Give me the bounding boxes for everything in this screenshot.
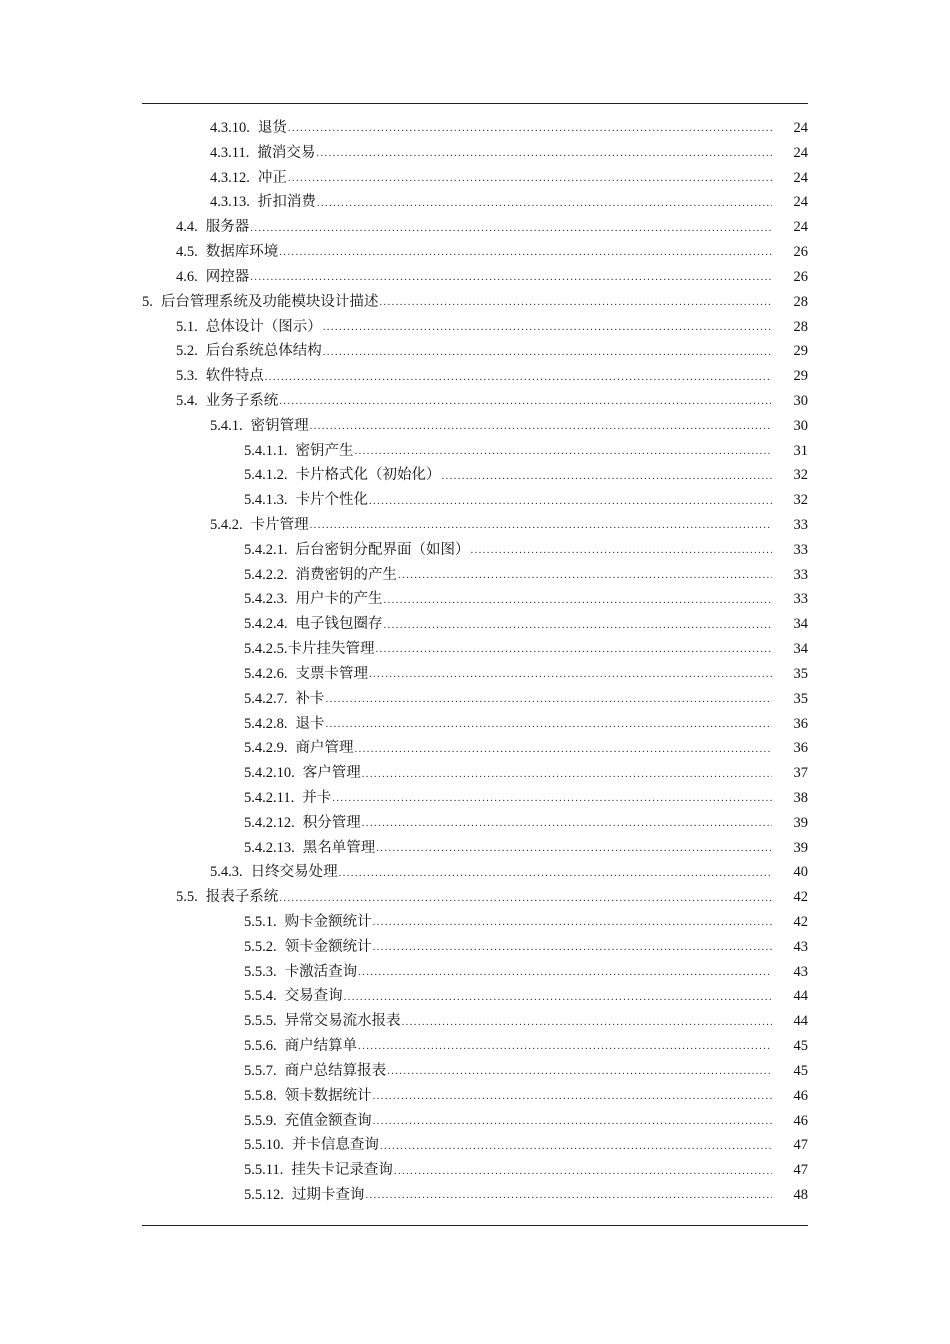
- toc-dot-leader: [288, 172, 772, 184]
- toc-entry-number: 4.4.: [176, 219, 198, 236]
- toc-entry-title: 密钥管理: [250, 417, 309, 434]
- toc-entry-title: 商户总结算报表: [284, 1062, 387, 1079]
- toc-entry-title: 挂失卡记录查询: [291, 1162, 393, 1179]
- toc-entry[interactable]: [142, 935, 808, 960]
- toc-entry[interactable]: [142, 662, 808, 687]
- toc-entry-page: 35: [793, 690, 808, 707]
- toc-entry-page: 33: [793, 541, 808, 558]
- toc-entry-title: 消费密钥的产生: [295, 566, 397, 583]
- toc-dot-leader: [394, 1165, 772, 1177]
- toc-entry[interactable]: [142, 885, 808, 910]
- toc-entry-page: 24: [793, 219, 808, 236]
- toc-entry[interactable]: [142, 488, 808, 513]
- toc-entry-number: 5.4.2.1.: [244, 541, 288, 558]
- toc-entry-title: 业务子系统: [205, 392, 279, 409]
- toc-entry[interactable]: [142, 1084, 808, 1109]
- toc-dot-leader: [471, 544, 773, 556]
- toc-entry-number: 5.5.2.: [244, 938, 277, 955]
- toc-entry-title: 充值金额查询: [284, 1112, 372, 1129]
- toc-dot-leader: [387, 1065, 772, 1077]
- toc-entry[interactable]: [142, 1034, 808, 1059]
- toc-entry[interactable]: [142, 836, 808, 861]
- toc-entry-number: 4.3.10.: [210, 120, 250, 136]
- toc-entry[interactable]: [142, 116, 808, 141]
- toc-entry-title: 交易查询: [284, 988, 343, 1005]
- toc-entry-title: 后台管理系统及功能模块设计描述: [160, 293, 379, 310]
- toc-entry-page: 26: [793, 244, 808, 261]
- toc-entry-title: 卡片格式化（初始化）: [295, 467, 441, 484]
- toc-dot-leader: [355, 445, 773, 457]
- toc-entry[interactable]: [142, 1109, 808, 1134]
- toc-dot-leader: [365, 1189, 772, 1201]
- toc-entry-title: 卡激活查询: [284, 963, 358, 980]
- toc-entry[interactable]: [142, 786, 808, 811]
- toc-dot-leader: [442, 470, 773, 482]
- toc-entry-number: 4.5.: [176, 244, 198, 261]
- toc-entry-number: 4.6.: [176, 268, 198, 285]
- table-of-contents: [142, 116, 808, 1208]
- toc-entry[interactable]: [142, 587, 808, 612]
- toc-dot-leader: [380, 1140, 772, 1152]
- toc-entry-number: 5.5.10.: [244, 1137, 284, 1154]
- toc-entry-number: 5.2.: [176, 343, 198, 360]
- toc-entry-title: 数据库环境: [205, 244, 279, 261]
- toc-entry-number: 4.3.12.: [210, 169, 250, 186]
- toc-dot-leader: [369, 668, 772, 680]
- toc-entry-page: 34: [793, 641, 808, 658]
- toc-entry-page: 39: [793, 814, 808, 831]
- toc-dot-leader: [310, 519, 772, 531]
- toc-entry[interactable]: [142, 860, 808, 885]
- toc-dot-leader: [279, 246, 772, 258]
- toc-entry-number: 5.3.: [176, 368, 198, 385]
- toc-entry[interactable]: [142, 712, 808, 737]
- toc-dot-leader: [332, 792, 772, 804]
- toc-entry-number: 5.4.2.: [210, 517, 243, 533]
- toc-entry-title: 并卡: [302, 789, 332, 806]
- toc-entry-title: 卡片个性化: [295, 492, 368, 509]
- toc-entry[interactable]: [142, 563, 808, 588]
- toc-entry[interactable]: [142, 215, 808, 240]
- toc-dot-leader: [384, 619, 773, 631]
- toc-dot-leader: [358, 1040, 772, 1052]
- toc-entry[interactable]: [142, 463, 808, 488]
- toc-entry-title: 退货: [257, 120, 287, 136]
- toc-entry-number: 5.4.3.: [210, 864, 243, 881]
- toc-dot-leader: [398, 569, 772, 581]
- toc-entry-number: 5.4.2.13.: [244, 839, 295, 856]
- toc-entry-title: 服务器: [205, 219, 250, 236]
- toc-dot-leader: [326, 718, 773, 730]
- toc-entry[interactable]: [142, 414, 808, 439]
- toc-entry-page: 26: [793, 268, 808, 285]
- toc-entry-title: 卡片挂失管理: [287, 641, 375, 658]
- toc-entry-number: 5.4.2.10.: [244, 765, 295, 782]
- toc-dot-leader: [250, 222, 772, 234]
- toc-entry[interactable]: [142, 364, 808, 389]
- toc-dot-leader: [373, 916, 772, 928]
- toc-entry-number: 5.5.3.: [244, 963, 277, 980]
- toc-dot-leader: [265, 371, 772, 383]
- toc-entry-page: 45: [793, 1062, 808, 1079]
- toc-entry-page: 28: [793, 318, 808, 335]
- toc-entry-page: 32: [793, 492, 808, 509]
- toc-entry-title: 并卡信息查询: [291, 1137, 379, 1154]
- toc-entry-page: 32: [793, 467, 808, 484]
- toc-dot-leader: [344, 991, 772, 1003]
- toc-entry-page: 44: [793, 988, 808, 1005]
- toc-entry-title: 过期卡查询: [291, 1186, 365, 1203]
- toc-entry-page: 24: [793, 169, 808, 186]
- toc-dot-leader: [376, 643, 773, 655]
- toc-entry-title: 日终交易处理: [250, 864, 338, 881]
- toc-dot-leader: [326, 693, 773, 705]
- toc-entry-page: 37: [793, 765, 808, 782]
- toc-entry[interactable]: [142, 513, 808, 538]
- toc-entry-page: 38: [793, 789, 808, 806]
- toc-dot-leader: [279, 395, 772, 407]
- toc-entry-title: 补卡: [295, 690, 325, 707]
- toc-entry[interactable]: [142, 984, 808, 1009]
- toc-dot-leader: [373, 941, 772, 953]
- toc-dot-leader: [279, 892, 772, 904]
- toc-entry[interactable]: [142, 960, 808, 985]
- toc-dot-leader: [323, 346, 772, 358]
- toc-entry-page: 24: [793, 194, 808, 211]
- toc-entry-number: 5.4.2.9.: [244, 740, 288, 757]
- toc-entry[interactable]: [142, 1009, 808, 1034]
- toc-entry-number: 5.: [142, 293, 153, 310]
- toc-entry-title: 软件特点: [205, 368, 264, 385]
- toc-entry-title: 购卡金额统计: [284, 914, 372, 930]
- toc-entry-page: 48: [793, 1186, 808, 1203]
- toc-entry-number: 5.4.2.8.: [244, 715, 288, 732]
- toc-entry-number: 5.4.2.4.: [244, 616, 288, 633]
- toc-entry[interactable]: [142, 315, 808, 340]
- toc-dot-leader: [379, 296, 772, 308]
- toc-entry-page: 28: [793, 293, 808, 310]
- toc-dot-leader: [339, 867, 772, 879]
- toc-entry-number: 5.5.11.: [244, 1162, 284, 1179]
- toc-entry[interactable]: [142, 612, 808, 637]
- toc-entry[interactable]: [142, 389, 808, 414]
- toc-entry-page: 42: [793, 914, 808, 930]
- toc-entry-number: 5.4.2.6.: [244, 665, 288, 682]
- toc-entry-page: 30: [793, 392, 808, 409]
- toc-dot-leader: [369, 495, 772, 507]
- toc-dot-leader: [323, 321, 772, 333]
- toc-entry-number: 5.4.1.2.: [244, 467, 288, 484]
- toc-entry-page: 24: [793, 144, 808, 161]
- toc-entry-number: 5.5.4.: [244, 988, 277, 1005]
- toc-entry-number: 5.5.: [176, 889, 198, 906]
- toc-entry-number: 5.4.2.11.: [244, 789, 295, 806]
- toc-entry[interactable]: [142, 1183, 808, 1208]
- toc-entry[interactable]: [142, 637, 808, 662]
- toc-dot-leader: [355, 743, 773, 755]
- toc-entry-page: 40: [793, 864, 808, 881]
- toc-entry-number: 5.4.1.3.: [244, 492, 288, 509]
- toc-entry[interactable]: [142, 811, 808, 836]
- toc-entry[interactable]: [142, 1059, 808, 1084]
- toc-entry-title: 商户结算单: [284, 1038, 358, 1055]
- toc-entry-page: 35: [793, 665, 808, 682]
- toc-dot-leader: [250, 271, 772, 283]
- toc-entry-page: 43: [793, 938, 808, 955]
- toc-entry-page: 34: [793, 616, 808, 633]
- toc-entry-number: 5.1.: [176, 318, 198, 335]
- toc-entry[interactable]: [142, 190, 808, 215]
- toc-dot-leader: [362, 817, 772, 829]
- toc-dot-leader: [376, 842, 772, 854]
- toc-entry-number: 4.3.11.: [210, 144, 250, 161]
- toc-dot-leader: [310, 420, 772, 432]
- toc-entry-page: 33: [793, 517, 808, 533]
- toc-entry-number: 5.4.2.2.: [244, 566, 288, 583]
- toc-entry-title: 退卡: [295, 715, 325, 732]
- toc-entry-title: 密钥产生: [295, 442, 354, 459]
- toc-entry-number: 5.4.1.: [210, 417, 243, 434]
- toc-dot-leader: [373, 1090, 772, 1102]
- toc-entry[interactable]: [142, 166, 808, 191]
- toc-entry-title: 支票卡管理: [295, 665, 368, 682]
- toc-entry-page: 31: [793, 442, 808, 459]
- toc-entry-title: 后台系统总体结构: [205, 343, 322, 360]
- toc-entry-page: 47: [793, 1162, 808, 1179]
- toc-entry-title: 异常交易流水报表: [284, 1013, 401, 1030]
- toc-entry[interactable]: [142, 761, 808, 786]
- toc-entry-title: 报表子系统: [205, 889, 279, 906]
- toc-entry-title: 总体设计（图示）: [205, 318, 322, 335]
- toc-entry-number: 5.5.9.: [244, 1112, 277, 1129]
- toc-entry[interactable]: [142, 265, 808, 290]
- header-rule: [142, 103, 808, 104]
- toc-entry[interactable]: [142, 141, 808, 166]
- toc-entry-title: 领卡数据统计: [284, 1087, 372, 1104]
- toc-entry-page: 33: [793, 566, 808, 583]
- toc-entry-number: 5.5.7.: [244, 1062, 277, 1079]
- toc-entry[interactable]: [142, 439, 808, 464]
- toc-entry[interactable]: [142, 290, 808, 315]
- toc-entry-number: 4.3.13.: [210, 194, 250, 211]
- toc-entry[interactable]: [142, 339, 808, 364]
- toc-entry-number: 5.4.1.1.: [244, 442, 288, 459]
- toc-entry-page: 42: [793, 889, 808, 906]
- toc-entry-title: 黑名单管理: [302, 839, 376, 856]
- toc-dot-leader: [316, 147, 772, 159]
- toc-entry-number: 5.5.5.: [244, 1013, 277, 1030]
- toc-entry-title: 撤消交易: [257, 144, 316, 161]
- toc-entry-title: 网控器: [205, 268, 250, 285]
- toc-entry-title: 商户管理: [295, 740, 354, 757]
- toc-entry-page: 46: [793, 1112, 808, 1129]
- toc-entry[interactable]: [142, 1133, 808, 1158]
- toc-dot-leader: [384, 594, 773, 606]
- toc-entry-number: 5.5.6.: [244, 1038, 277, 1055]
- toc-entry-page: 47: [793, 1137, 808, 1154]
- toc-entry-page: 29: [793, 368, 808, 385]
- toc-entry-title: 用户卡的产生: [295, 591, 383, 608]
- toc-entry-number: 5.4.2.12.: [244, 814, 295, 831]
- toc-entry-number: 5.4.: [176, 392, 198, 409]
- toc-entry[interactable]: [142, 240, 808, 265]
- toc-entry-title: 折扣消费: [257, 194, 316, 211]
- toc-entry[interactable]: [142, 687, 808, 712]
- toc-entry[interactable]: [142, 910, 808, 935]
- toc-entry-page: 46: [793, 1087, 808, 1104]
- toc-entry-title: 后台密钥分配界面（如图）: [295, 541, 470, 558]
- toc-entry-page: 33: [793, 591, 808, 608]
- toc-entry-title: 卡片管理: [250, 517, 309, 533]
- toc-entry[interactable]: [142, 736, 808, 761]
- toc-entry-page: 30: [793, 417, 808, 434]
- toc-dot-leader: [362, 768, 772, 780]
- toc-entry[interactable]: [142, 1158, 808, 1183]
- toc-entry-number: 5.5.8.: [244, 1087, 277, 1104]
- toc-entry-title: 领卡金额统计: [284, 938, 372, 955]
- toc-entry-title: 积分管理: [302, 814, 361, 831]
- toc-entry-number: 5.4.2.5.: [244, 641, 288, 658]
- toc-entry-page: 44: [793, 1013, 808, 1030]
- footer-rule: [142, 1225, 808, 1226]
- toc-entry-page: 43: [793, 963, 808, 980]
- toc-dot-leader: [373, 1115, 772, 1127]
- toc-entry-number: 5.5.12.: [244, 1186, 284, 1203]
- toc-entry-page: 24: [793, 120, 808, 136]
- toc-entry-title: 电子钱包圈存: [295, 616, 383, 633]
- toc-entry-title: 冲正: [257, 169, 287, 186]
- toc-entry-number: 5.4.2.3.: [244, 591, 288, 608]
- toc-entry-page: 29: [793, 343, 808, 360]
- toc-dot-leader: [288, 122, 772, 134]
- toc-entry-number: 5.4.2.7.: [244, 690, 288, 707]
- toc-entry-page: 45: [793, 1038, 808, 1055]
- toc-entry-page: 36: [793, 740, 808, 757]
- toc-entry[interactable]: [142, 538, 808, 563]
- toc-entry-number: 5.5.1.: [244, 914, 277, 930]
- toc-entry-title: 客户管理: [302, 765, 361, 782]
- toc-entry-page: 36: [793, 715, 808, 732]
- toc-entry-page: 39: [793, 839, 808, 856]
- toc-dot-leader: [317, 197, 772, 209]
- toc-dot-leader: [402, 1016, 772, 1028]
- toc-dot-leader: [358, 966, 772, 978]
